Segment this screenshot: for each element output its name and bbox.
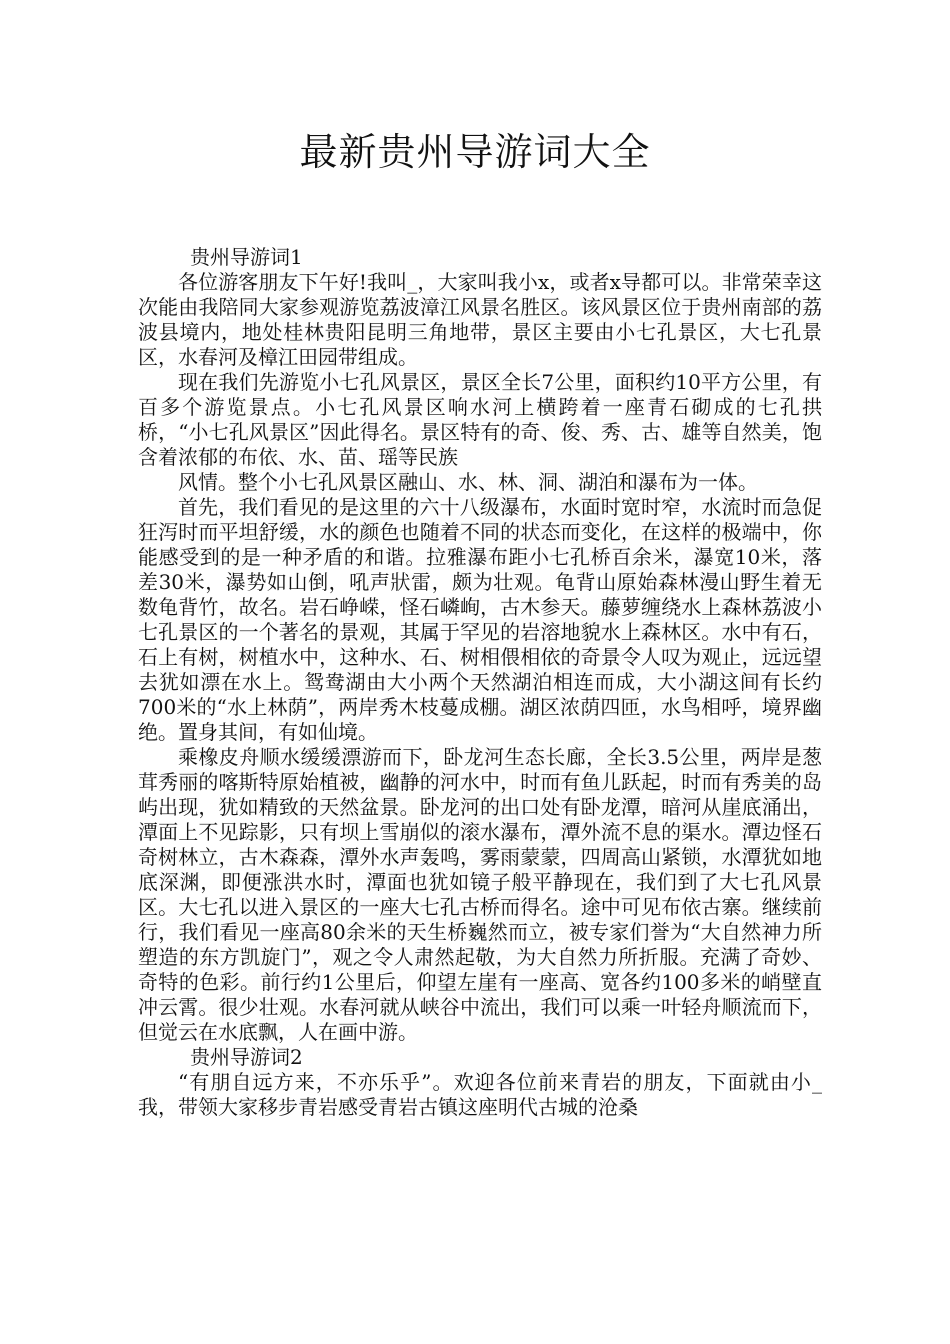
document-body [138, 245, 822, 1120]
section-heading: 贵州导游词2 [190, 1045, 303, 1069]
body-paragraph: 风情。整个小七孔风景区融山、水、林、洞、湖泊和瀑布为一体。 [178, 470, 758, 494]
body-paragraph: 乘橡皮舟顺水缓缓漂游而下，卧龙河生态长廊，全长3.5公里，两岸是葱茸秀丽的喀斯特原始植被，幽静的河水中，时而有鱼儿跃起，时而有秀美的岛屿出现，犹如精致的天然盆景。卧龙河的出口处有卧龙潭，暗河从崖底涌出，潭面上不见踪影，只有坝上雪崩似的滚水瀑布，潭外流不息的渠水。潭边怪石奇树林立，古木森森，潭外水声轰鸣，雾雨蒙蒙，四周高山紧锁，水潭犹如地底深渊，即便涨洪水时，潭面也犹如镜子般平静现在，我们到了大七孔风景区。大七孔以进入景区的一座大七孔古桥而得名。途中可见布依古寨。继续前行，我们看见一座高80余米的天生桥巍然而立，被专家们誉为“大自然神力所塑造的东方凯旋门”，观之令人肃然起敬，为大自然力所折服。充满了奇妙、奇特的色彩。前行约1公里后，仰望左崖有一座高、宽各约100多米的峭壁直冲云霄。很少壮观。水春河就从峡谷中流出，我们可以乘一叶轻舟顺流而下，但觉云在水底飘，人在画中游。 [138, 745, 822, 1044]
document-title: 最新贵州导游词大全 [299, 130, 651, 174]
body-paragraph: 现在我们先游览小七孔风景区，景区全长7公里，面积约10平方公里，有百多个游览景点。小七孔风景区响水河上横跨着一座青石砌成的七孔拱桥，“小七孔风景区”因此得名。景区特有的奇、俊、秀、古、雄等自然美，饱含着浓郁的布依、水、苗、瑶等民族 [138, 370, 822, 469]
body-paragraph: 首先，我们看见的是这里的六十八级瀑布，水面时宽时窄，水流时而急促狂泻时而平坦舒缓，水的颜色也随着不同的状态而变化，在这样的极端中，你能感受到的是一种矛盾的和谐。拉雅瀑布距小七孔桥百余米，瀑宽10米，落差30米，瀑势如山倒，吼声狀雷，颇为壮观。龟背山原始森林漫山野生着无数龟背竹，故名。岩石峥嵘，怪石嶙峋，古木参天。藤萝缠绕水上森林荔波小七孔景区的一个著名的景观，其属于罕见的岩溶地貌水上森林区。水中有石，石上有树，树植水中，这种水、石、树相偎相依的奇景令人叹为观止，远远望去犹如漂在水上。鸳鸯湖由大小两个天然湖泊相连而成，大小湖这间有长约700米的“水上林荫”，两岸秀木枝蔓成棚。湖区浓荫四匝，水鸟相呼，境界幽绝。置身其间，有如仙境。 [138, 495, 822, 744]
body-paragraph: 各位游客朋友下午好!我叫_，大家叫我小x，或者x导都可以。非常荣幸这次能由我陪同大家参观游览荔波漳江风景名胜区。该风景区位于贵州南部的荔波县境内，地处桂林贵阳昆明三角地带，景区主要由小七孔景区，大七孔景区，水春河及樟江田园带组成。 [138, 270, 822, 369]
body-paragraph: “有朋自远方来，不亦乐乎”。欢迎各位前来青岩的朋友，下面就由小_我，带领大家移步青岩感受青岩古镇这座明代古城的沧桑 [138, 1070, 822, 1119]
section-heading: 贵州导游词1 [190, 245, 303, 269]
